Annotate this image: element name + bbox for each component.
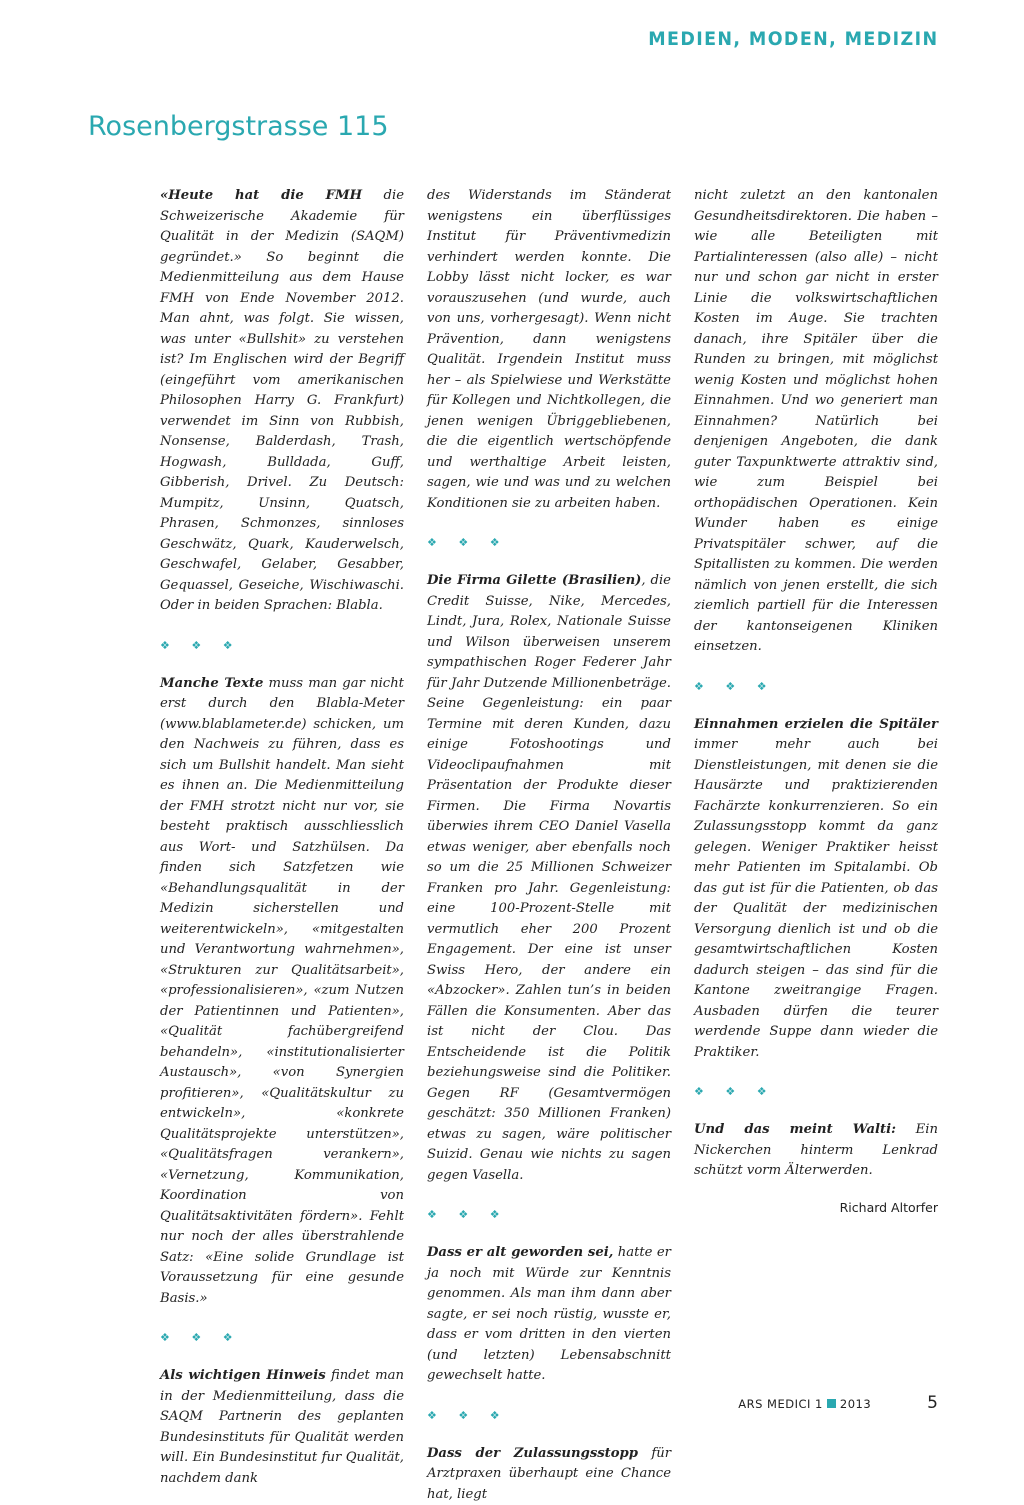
separator-ornament: ❖ ❖ ❖ <box>694 676 938 698</box>
paragraph <box>160 1366 404 1489</box>
paragraph-lead: «Heute hat die FMH <box>160 188 362 203</box>
separator-ornament: ❖ ❖ ❖ <box>694 1081 938 1103</box>
paragraph <box>694 186 938 658</box>
paragraph <box>694 1120 938 1182</box>
paragraph-body: findet man in der Medienmitteilung, dass die SAQM Partnerin des geplanten Bundesinstituts für Qualität werden will. Ein Bundesinstitut fur Qualität, nachdem dank <box>160 1368 404 1486</box>
paragraph-body: muss man gar nicht erst durch den Blabla-Meter (www.blablameter.de) schicken, um den Nachweis zu führen, dass es sich um Bullshit handelt. Man sieht es ihnen an. Die Medienmitteilung der FMH strotzt nicht nur vor, sie besteht praktisch ausschliesslich aus Wort- und Satzhülsen. Da finden sich Satzfetzen wie «Behandlungsqualität in der Medizin sicherstellen und weiterentwickeln», «mitgestalten und Verantwortung wahrnehmen», «Strukturen zur Qualitätsarbeit», «professionalisieren», «zum Nutzen der Patientinnen und Patienten», «Qualität fachübergreifend behandeln», «institutionalisierter Austausch», «von Synergien profitieren», «Qualitätskultur zu entwickeln», «konkrete Qualitätsprojekte unterstützen», «Qualitätsfragen verankern», «Vernetzung, Kommunikation, Koordination von Qualitätsaktivitäten fördern». Fehlt nur noch der alles überstrahlende Satz: «Eine solide Grundlage ist Voraussetzung für eine gesunde Basis.» <box>160 676 404 1306</box>
journal-year: 2013 <box>840 1397 871 1411</box>
paragraph <box>160 186 404 617</box>
paragraph-body: des Widerstands im Ständerat wenigstens ein überflüssiges Institut für Präventivmedizin verhindert werden konnte. Die Lobby lässt nicht locker, es war vorauszusehen (und wurde, auch von uns, vorhergesagt). Wenn nicht Prävention, dann wenigstens Qualität. Irgendein Institut muss her – als Spielwiese und Werkstätte für Kollegen und Nichtkollegen, die jenen wenigen Übriggebliebenen, die die eigentlich wertschöpfende und werthaltige Arbeit leisten, sagen, wie und was und zu welchen Konditionen sie zu arbeiten haben. <box>427 188 671 511</box>
paragraph <box>427 186 671 514</box>
paragraph-body: hatte er ja noch mit Würde zur Kenntnis genommen. Als man ihm dann aber sagte, er sei noch rüstig, wusste er, dass er vom dritten in den vierten (und letzten) Lebensabschnitt gewechselt hatte. <box>427 1245 671 1383</box>
paragraph-lead: Dass er alt geworden sei, <box>427 1245 613 1260</box>
page-footer <box>738 1393 938 1413</box>
article-title: Rosenbergstrasse 115 <box>88 111 389 142</box>
separator-ornament: ❖ ❖ ❖ <box>427 532 671 554</box>
paragraph-body: Ein Nickerchen hinterm Lenkrad schützt vorm Älterwerden. <box>694 1122 938 1178</box>
paragraph <box>427 1444 671 1505</box>
paragraph-body: nicht zuletzt an den kantonalen Gesundheitsdirektoren. Die haben – wie alle Beteiligten mit Partialinteressen (also alle) – nicht nur und schon gar nicht in erster Linie die volkswirtschaftlichen Kosten im Auge. Sie trachten danach, ihre Spitäler über die Runden zu bringen, mit möglichst wenig Kosten und möglichst hohen Einnahmen. Und wo generiert man Einnahmen? Natürlich bei denjenigen Angeboten, die dank guter Taxpunktwerte attraktiv sind, wie zum Beispiel bei orthopädischen Operationen. Kein Wunder haben es einige Privatspitäler schwer, auf die Spitallisten zu kommen. Die werden nämlich von jenen erstellt, die sich ziemlich partiell für die Interessen der kantonseigenen Kliniken einsetzen. <box>694 188 938 654</box>
paragraph-body: immer mehr auch bei Dienstleistungen, mit denen sie die Hausärzte und praktizierenden Fachärzte konkurrenzieren. So ein Zulassungsstopp kommt da ganz gelegen. Weniger Praktiker heisst mehr Patienten im Spitalambi. Ob das gut ist für die Patienten, ob das der Qualität der medizinischen Versorgung dienlich ist und ob die gesamtwirtschaftlichen Kosten dadurch steigen – das sind für die Kantone zweitrangige Fragen. Ausbaden dürfen die teurer werdende Suppe dann wieder die Praktiker. <box>694 737 938 1060</box>
author-name: Richard Altorfer <box>694 1198 938 1219</box>
column-2 <box>427 186 671 1505</box>
separator-ornament: ❖ ❖ ❖ <box>427 1405 671 1427</box>
paragraph-body: die Schweizerische Akademie für Qualität in der Medizin (SAQM) gegründet.» So beginnt die Medienmitteilung aus dem Hause FMH von Ende November 2012. Man ahnt, was folgt. Sie wissen, was unter «Bullshit» zu verstehen ist? Im Englischen wird der Begriff (eingeführt vom amerikanischen Philosophen Harry G. Frankfurt) verwendet im Sinn von Rubbish, Nonsense, Balderdash, Trash, Hogwash, Bulldada, Guff, Gibberish, Drivel. Zu Deutsch: Mumpitz, Unsinn, Quatsch, Phrasen, Schmonzes, sinnloses Geschwätz, Quark, Kauderwelsch, Geschwafel, Gelaber, Gesabber, Gequassel, Geseiche, Wischiwaschi. Oder in beiden Sprachen: Blabla. <box>160 188 404 613</box>
paragraph-lead: Die Firma Gilette (Brasilien) <box>427 573 641 588</box>
journal-name: ARS MEDICI 1 <box>738 1397 823 1411</box>
paragraph-lead: Einnahmen erzielen die Spitäler <box>694 717 938 732</box>
page-number: 5 <box>927 1393 938 1413</box>
paragraph-lead: Dass der Zulassungsstopp <box>427 1446 638 1461</box>
separator-ornament: ❖ ❖ ❖ <box>160 635 404 657</box>
paragraph-body: für Arztpraxen überhaupt eine Chance hat, liegt <box>427 1446 671 1502</box>
column-3 <box>694 186 938 1218</box>
paragraph-lead: Manche Texte <box>160 676 263 691</box>
separator-ornament: ❖ ❖ ❖ <box>160 1327 404 1349</box>
paragraph <box>694 715 938 1064</box>
square-bullet-icon <box>827 1399 836 1408</box>
paragraph-lead: Als wichtigen Hinweis <box>160 1368 326 1383</box>
paragraph <box>427 1243 671 1387</box>
paragraph <box>427 571 671 1186</box>
paragraph-lead: Und das meint Walti: <box>694 1122 896 1137</box>
column-1 <box>160 186 404 1489</box>
paragraph <box>160 674 404 1310</box>
paragraph-body: , die Credit Suisse, Nike, Mercedes, Lindt, Jura, Rolex, Nationale Suisse und Wilson überweisen unserem sympathischen Roger Federer Jahr für Jahr Dutzende Millionenbeträge. Seine Gegenleistung: ein paar Termine mit deren Kunden, dazu einige Fotoshootings und Videoclipaufnahmen mit Präsentation der Produkte dieser Firmen. Die Firma Novartis überwies ihrem CEO Daniel Vasella etwas weniger, aber ebenfalls noch so um die 25 Millionen Schweizer Franken pro Jahr. Gegenleistung: eine 100-Prozent-Stelle mit vermutlich eher 200 Prozent Engagement. Der eine ist unser Swiss Hero, der andere ein «Abzocker». Zahlen tun’s in beiden Fällen die Konsumenten. Aber das ist nicht der Clou. Das Entscheidende ist die Politik beziehungsweise sind die Politiker. Gegen RF (Gesamtvermögen geschätzt: 350 Millionen Franken) etwas zu sagen, wäre politischer Suizid. Genau wie nichts zu sagen gegen Vasella. <box>427 573 671 1183</box>
separator-ornament: ❖ ❖ ❖ <box>427 1204 671 1226</box>
section-header: MEDIEN, MODEN, MEDIZIN <box>648 28 938 50</box>
